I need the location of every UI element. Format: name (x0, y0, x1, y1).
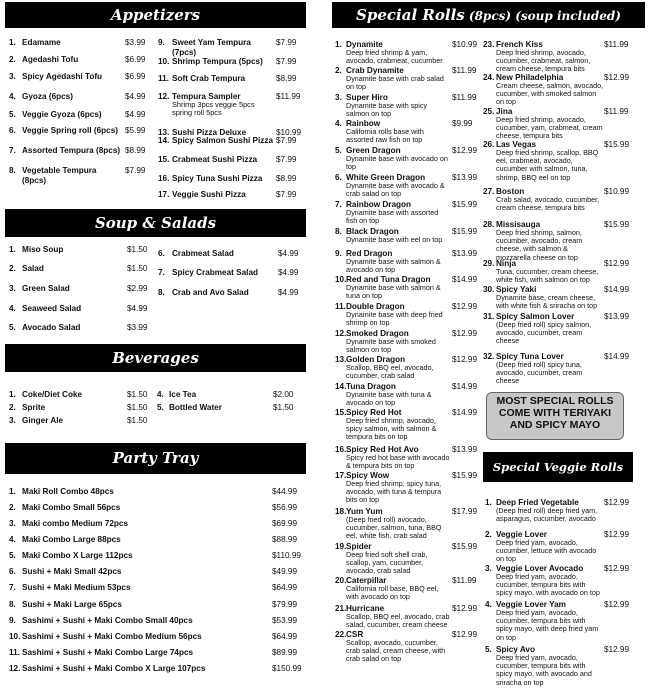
party-tray-item-number: 1. (9, 487, 16, 496)
special-roll-number: 24. (483, 73, 495, 82)
special-roll-description: Dynamite base with avocado on top (346, 154, 448, 172)
soup-item-number: 3. (9, 284, 16, 293)
appetizer-item-price: $8.99 (125, 146, 146, 155)
special-roll-number: 14. (335, 382, 347, 391)
special-roll-number: 27. (483, 187, 495, 196)
party-tray-item-price: $44.99 (272, 487, 298, 496)
special-roll-number: 7. (335, 200, 342, 209)
appetizer-item-number: 3. (9, 72, 16, 81)
party-tray-item-price: $56.99 (272, 503, 298, 512)
veggie-roll-price: $12.99 (604, 600, 630, 609)
party-tray-item-name: Sushi + Maki Medium 53pcs (22, 583, 131, 592)
appetizer-item-name: Spicy Salmon Sushi Pizza (172, 136, 274, 145)
special-roll-number: 19. (335, 542, 347, 551)
appetizer-item-name: Veggie Sushi Pizza (172, 190, 246, 199)
soup-item-number: 2. (9, 264, 16, 273)
sauce-note (486, 392, 624, 440)
soup-item-name: Seaweed Salad (22, 304, 82, 313)
soup-item-number: 6. (158, 249, 165, 258)
party-tray-item-name: Maki combo Medium 72pcs (22, 519, 129, 528)
appetizers-title: Appetizers (110, 6, 201, 24)
special-roll-price: $15.99 (452, 542, 478, 551)
special-roll-name: Hurricane (346, 604, 385, 613)
special-roll-description: Dynamite base with crab salad on top (346, 74, 444, 92)
special-roll-price: $12.99 (452, 604, 478, 613)
appetizer-item-number: 1. (9, 38, 16, 47)
special-roll-number: 10. (335, 275, 347, 284)
special-roll-name: Yum Yum (346, 507, 383, 516)
party-tray-item-name: Sashimi + Sushi + Maki Combo Large 74pcs (22, 648, 194, 657)
appetizer-item-price: $7.99 (125, 166, 146, 175)
special-roll-number: 12. (335, 329, 347, 338)
appetizer-item-name: Veggie Spring roll (6pcs) (22, 126, 118, 135)
veggie-roll-description: Deep fried yam, avocado, cucumber, tempura bits with spicy mayo, with avocado on top (496, 572, 600, 598)
party-tray-item-number: 2. (9, 503, 16, 512)
special-roll-number: 15. (335, 408, 347, 417)
special-roll-number: 25. (483, 107, 495, 116)
special-roll-price: $11.99 (452, 66, 477, 75)
appetizer-item-price: $6.99 (125, 72, 146, 81)
soup-item-name: Salad (22, 264, 44, 273)
veggie-roll-price: $12.99 (604, 530, 630, 539)
appetizer-item-price: $7.99 (276, 155, 297, 164)
soup-item-price: $2.99 (127, 284, 148, 293)
appetizer-item-name: Spicy Tuna Sushi Pizza (172, 174, 263, 183)
special-roll-description: Dynamite base with deep fried shrimp on top (346, 310, 443, 328)
special-roll-description: Deep fried shrimp, avocado, cucumber, crabmeat, salmon, cream cheese, tempura bits (496, 48, 591, 74)
veggie-roll-name: Spicy Avo (496, 645, 535, 654)
special-roll-name: Spider (346, 542, 372, 551)
special-roll-description: Dynamite base with tuna & avocado on top (346, 390, 432, 408)
special-roll-name: Crab Dynamite (346, 66, 404, 75)
beverages-header (5, 344, 306, 372)
appetizer-item-number: 5. (9, 110, 16, 119)
special-roll-price: $11.99 (604, 40, 629, 49)
special-roll-name: Rainbow Dragon (346, 200, 412, 209)
appetizer-item-number: 10. (158, 57, 170, 66)
special-roll-price: $10.99 (604, 187, 630, 196)
special-roll-name: Spicy Red Hot (346, 408, 402, 417)
sauce-note-text: MOST SPECIAL ROLLS COME WITH TERIYAKI AND SPICY MAYO (496, 395, 614, 431)
party-tray-item-price: $88.99 (272, 535, 298, 544)
beverage-item-price: $1.50 (127, 390, 148, 399)
soup-item-number: 1. (9, 245, 16, 254)
special-roll-name: Ninja (496, 259, 517, 268)
appetizer-item-price: $4.99 (125, 92, 146, 101)
soup-header (5, 209, 306, 237)
special-roll-description: Deep fried shrimp, scallop, BBQ eel, crabmeat, avocado, cucumber with salmon, tuna, shrimp, BBQ eel on top (496, 148, 599, 182)
soup-item-name: Crab and Avo Salad (172, 288, 249, 297)
soup-item-price: $1.50 (127, 264, 148, 273)
veggie-roll-name: Veggie Lover (496, 530, 547, 539)
special-roll-name: Missisauga (496, 220, 541, 229)
veggie-roll-price: $12.99 (604, 498, 630, 507)
special-roll-price: $14.99 (604, 352, 630, 361)
beverage-item-number: 3. (9, 416, 16, 425)
special-title: Special Rolls (356, 6, 465, 24)
veggie-roll-description: Deep fried yam, avocado, cucumber, tempura bits with spicy mayo, with deep fried yam on top (496, 608, 599, 642)
appetizer-item-number: 6. (9, 126, 16, 135)
special-roll-number: 1. (335, 40, 342, 49)
appetizer-item-name: Vegetable Tempura (8pcs) (22, 166, 97, 185)
party-tray-item-name: Maki Combo Small 56pcs (22, 503, 121, 512)
special-roll-price: $12.99 (452, 146, 478, 155)
special-roll-name: Spicy Wow (346, 471, 390, 480)
appetizer-item-price: $5.99 (125, 126, 146, 135)
special-roll-description: Dynamite base with assorted fish on top (346, 208, 439, 226)
special-roll-name: Spicy Salmon Lover (496, 312, 575, 321)
party-tray-item-price: $53.99 (272, 616, 298, 625)
special-roll-number: 18. (335, 507, 347, 516)
beverage-item-number: 5. (157, 403, 164, 412)
special-roll-price: $14.99 (452, 275, 478, 284)
party-tray-item-number: 8. (9, 600, 16, 609)
appetizer-item-number: 11. (158, 74, 169, 83)
special-roll-description: Tuna, cucumber, cream cheese, white fish, with salmon on top (496, 267, 599, 285)
special-header (332, 2, 645, 28)
beverage-item-price: $1.50 (273, 403, 294, 412)
special-roll-number: 29. (483, 259, 495, 268)
appetizer-item-number: 7. (9, 146, 16, 155)
special-roll-name: Jina (496, 107, 513, 116)
special-roll-number: 9. (335, 249, 342, 258)
party-tray-item-name: Sushi + Maki Small 42pcs (22, 567, 122, 576)
soup-item-price: $4.99 (278, 249, 299, 258)
veggie-roll-price: $12.99 (604, 564, 630, 573)
special-roll-description: Scallop, avocado, cucumber, crab salad, cream cheese, with crab salad on top (346, 638, 446, 664)
party-tray-item-number: 3. (9, 519, 16, 528)
beverages-title: Beverages (112, 349, 199, 367)
special-roll-number: 13. (335, 355, 347, 364)
special-roll-number: 6. (335, 173, 342, 182)
special-roll-number: 4. (335, 119, 342, 128)
special-roll-price: $12.99 (604, 73, 630, 82)
special-roll-name: Smoked Dragon (346, 329, 409, 338)
special-roll-description: (Deep fried roll) avocado, cucumber, salmon, tuna, BBQ eel, white fish, crab salad (346, 515, 442, 541)
special-roll-description: Spicy red hot base with avocado & tempura bits on top (346, 453, 450, 471)
special-roll-description: Dynamite base with salmon & tuna on top (346, 283, 441, 301)
special-roll-name: Red and Tuna Dragon (346, 275, 431, 284)
appetizer-item-name: Soft Crab Tempura (172, 74, 246, 83)
party-tray-item-name: Maki Combo Large 88pcs (22, 535, 121, 544)
beverage-item-number: 1. (9, 390, 16, 399)
special-roll-name: Red Dragon (346, 249, 393, 258)
party-tray-item-number: 12. (9, 664, 21, 673)
special-roll-price: $13.99 (604, 312, 630, 321)
special-roll-description: (Deep fried roll) spicy tuna, avocado, cucumber, cream cheese (496, 360, 583, 386)
appetizer-item-name: Crabmeat Sushi Pizza (172, 155, 258, 164)
appetizer-item-name: Sushi Pizza Deluxe (172, 128, 247, 137)
special-roll-price: $10.99 (452, 40, 478, 49)
party-tray-item-price: $64.99 (272, 583, 298, 592)
special-roll-description: (Deep fried roll) spicy salmon, avocado, cucumber, cream cheese (496, 320, 592, 346)
special-roll-price: $15.99 (452, 471, 478, 480)
special-roll-description: Deep fried shrimp, avocado, spicy salmon, with salmon & tempura bits on top (346, 416, 437, 442)
beverage-item-name: Bottled Water (169, 403, 222, 412)
special-roll-price: $12.99 (604, 259, 630, 268)
soup-item-price: $4.99 (278, 268, 299, 277)
special-roll-description: Dynamite base, cream cheese, with white fish & sriracha on top (496, 293, 598, 311)
party-header (5, 443, 306, 474)
special-roll-number: 11. (335, 302, 346, 311)
soup-item-name: Avocado Salad (22, 323, 81, 332)
special-roll-description: Dynamite base with smoked salmon on top (346, 337, 436, 355)
special-roll-name: Double Dragon (346, 302, 405, 311)
special-roll-description: Dynamite base with eel on top (346, 235, 443, 244)
veggie-header (483, 452, 633, 482)
veggie-roll-name: Veggie Lover Avocado (496, 564, 584, 573)
special-roll-price: $11.99 (604, 107, 629, 116)
appetizer-item-name: Agedashi Tofu (22, 55, 79, 64)
appetizer-item-price: $3.99 (125, 38, 146, 47)
soup-title: Soup & Salads (94, 214, 217, 232)
veggie-roll-number: 2. (485, 530, 492, 539)
party-tray-item-number: 9. (9, 616, 16, 625)
appetizer-item-subtext: Shrimp 3pcs veggie 5pcs spring roll 5pcs (172, 100, 255, 118)
beverage-item-name: Coke/Diet Coke (22, 390, 83, 399)
veggie-roll-description: (Deep fried roll) deep fried yam, asparagus, cucumber, avocado (496, 506, 598, 524)
beverage-item-name: Sprite (22, 403, 46, 412)
special-roll-name: CSR (346, 630, 364, 639)
special-roll-price: $13.99 (452, 173, 478, 182)
special-roll-price: $15.99 (452, 227, 478, 236)
special-roll-name: Golden Dragon (346, 355, 406, 364)
soup-item-name: Spicy Crabmeat Salad (172, 268, 259, 277)
veggie-roll-price: $12.99 (604, 645, 630, 654)
appetizer-item-price: $7.99 (276, 190, 297, 199)
party-tray-item-name: Sashimi + Sushi + Maki Combo Small 40pcs (22, 616, 193, 625)
veggie-roll-name: Deep Fried Vegetable (496, 498, 579, 507)
appetizer-item-number: 8. (9, 166, 16, 175)
special-roll-description: Deep fried shrimp, spicy tuna, avocado, with tuna & tempura bits on top (346, 479, 442, 505)
appetizer-item-price: $7.99 (276, 57, 297, 66)
appetizer-item-price: $6.99 (125, 55, 146, 64)
special-title-suffix: (8pcs) (soup included) (464, 9, 621, 23)
special-roll-name: Las Vegas (496, 140, 537, 149)
appetizer-item-name: Shrimp Tempura (5pcs) (172, 57, 263, 66)
party-tray-item-number: 11. (9, 648, 20, 657)
special-roll-price: $14.99 (452, 382, 478, 391)
special-roll-number: 26. (483, 140, 495, 149)
special-roll-name: Dynamite (346, 40, 383, 49)
appetizer-item-price: $8.99 (276, 74, 297, 83)
special-roll-description: Dynamite base with avocado & crab salad on top (346, 181, 445, 199)
special-roll-name: Black Dragon (346, 227, 399, 236)
beverage-item-price: $2.00 (273, 390, 294, 399)
party-tray-item-price: $79.99 (272, 600, 298, 609)
special-roll-price: $12.99 (452, 355, 478, 364)
appetizer-item-number: 15. (158, 155, 170, 164)
party-tray-item-name: Sashimi + Sushi + Maki Combo X Large 107pcs (22, 664, 206, 673)
beverage-item-number: 4. (157, 390, 164, 399)
special-roll-name: Tuna Dragon (346, 382, 396, 391)
special-roll-price: $15.99 (452, 200, 478, 209)
special-roll-number: 8. (335, 227, 342, 236)
special-roll-name: French Kiss (496, 40, 543, 49)
appetizer-item-price: $4.99 (125, 110, 146, 119)
veggie-roll-description: Deep fried yam, avocado, cucumber, tempura bits with spicy mayo, with avocado and sriracha on top (496, 653, 592, 687)
special-roll-description: Deep fried shrimp, avocado, cucumber, yam, crabmeat, cream cheese, tempura bits (496, 115, 603, 141)
special-roll-name: Boston (496, 187, 525, 196)
special-roll-name: Rainbow (346, 119, 381, 128)
special-roll-price: $15.99 (604, 220, 630, 229)
appetizer-item-number: 12. (158, 92, 170, 101)
veggie-roll-number: 5. (485, 645, 492, 654)
special-roll-price: $11.99 (452, 93, 477, 102)
appetizer-item-price: $7.99 (276, 38, 297, 47)
special-roll-number: 17. (335, 471, 347, 480)
special-roll-price: $13.99 (452, 249, 478, 258)
special-roll-number: 2. (335, 66, 342, 75)
party-tray-item-number: 10. (9, 632, 21, 641)
appetizer-item-number: 14. (158, 136, 170, 145)
appetizer-item-name: Assorted Tempura (8pcs) (22, 146, 121, 155)
veggie-roll-description: Deep fried yam, avocado, cucumber, lettuce with avocado on top (496, 538, 597, 564)
appetizer-item-name: Sweet Yam Tempura (7pcs) (172, 38, 251, 57)
special-roll-price: $9.99 (452, 119, 473, 128)
appetizer-item-price: $8.99 (276, 174, 297, 183)
appetizer-item-price: $7.99 (276, 136, 297, 145)
special-roll-name: New Philadelphia (496, 73, 564, 82)
special-roll-number: 23. (483, 40, 495, 49)
appetizer-item-price: $10.99 (276, 128, 302, 137)
special-roll-price: $12.99 (452, 302, 478, 311)
beverage-item-name: Ginger Ale (22, 416, 64, 425)
special-roll-price: $15.99 (604, 140, 630, 149)
special-roll-price: $12.99 (452, 630, 478, 639)
beverage-item-number: 2. (9, 403, 16, 412)
soup-item-price: $4.99 (278, 288, 299, 297)
soup-item-number: 5. (9, 323, 16, 332)
soup-item-name: Crabmeat Salad (172, 249, 234, 258)
party-tray-item-number: 5. (9, 551, 16, 560)
party-tray-item-price: $64.99 (272, 632, 298, 641)
appetizer-item-number: 17. (158, 190, 170, 199)
appetizer-item-name: Spicy Agedashi Tofu (22, 72, 103, 81)
party-tray-item-name: Maki Roll Combo 48pcs (22, 487, 114, 496)
veggie-roll-number: 4. (485, 600, 492, 609)
party-tray-item-price: $89.99 (272, 648, 298, 657)
soup-item-name: Green Salad (22, 284, 70, 293)
veggie-title: Special Veggie Rolls (492, 460, 624, 474)
soup-item-name: Miso Soup (22, 245, 64, 254)
special-roll-number: 22. (335, 630, 347, 639)
appetizer-item-number: 2. (9, 55, 16, 64)
special-roll-description: California roll base, BBQ eel, with avocado on top (346, 584, 439, 602)
beverage-item-price: $1.50 (127, 403, 148, 412)
veggie-roll-number: 3. (485, 564, 492, 573)
special-roll-number: 31. (483, 312, 495, 321)
special-roll-name: Spicy Tuna Lover (496, 352, 564, 361)
special-roll-name: Green Dragon (346, 146, 401, 155)
special-roll-name: Spicy Red Hot Avo (346, 445, 419, 454)
special-roll-name: Spicy Yaki (496, 285, 537, 294)
party-title: Party Tray (112, 449, 199, 467)
special-roll-price: $14.99 (452, 408, 478, 417)
special-roll-number: 21. (335, 604, 347, 613)
party-tray-item-price: $110.99 (272, 551, 301, 560)
soup-item-price: $1.50 (127, 245, 148, 254)
special-roll-number: 20. (335, 576, 347, 585)
appetizer-item-number: 16. (158, 174, 170, 183)
special-roll-name: Super Hiro (346, 93, 388, 102)
appetizers-header (5, 2, 306, 28)
appetizer-item-number: 13. (158, 128, 170, 137)
soup-item-price: $3.99 (127, 323, 148, 332)
special-roll-name: Caterpillar (346, 576, 387, 585)
beverage-item-price: $1.50 (127, 416, 148, 425)
special-roll-description: Dynamite base with salmon & avocado on top (346, 257, 441, 275)
special-roll-price: $13.99 (452, 445, 478, 454)
appetizer-item-name: Gyoza (6pcs) (22, 92, 73, 101)
special-roll-price: $11.99 (452, 576, 477, 585)
party-tray-item-price: $69.99 (272, 519, 298, 528)
special-roll-price: $17.99 (452, 507, 478, 516)
soup-item-number: 8. (158, 288, 165, 297)
appetizer-item-number: 9. (158, 38, 165, 47)
veggie-roll-name: Veggie Lover Yam (496, 600, 566, 609)
party-tray-item-number: 4. (9, 535, 16, 544)
soup-item-price: $4.99 (127, 304, 148, 313)
party-tray-item-name: Sushi + Maki Large 65pcs (22, 600, 122, 609)
special-roll-description: Dynamite base with spicy salmon on top (346, 101, 428, 119)
special-roll-description: Deep fried soft shell crab, scallop, yam, cucumber, avocado, crab salad (346, 550, 428, 576)
party-tray-item-name: Sashimi + Sushi + Maki Combo Medium 56pcs (22, 632, 202, 641)
beverage-item-name: Ice Tea (169, 390, 197, 399)
soup-item-number: 4. (9, 304, 16, 313)
special-roll-price: $14.99 (604, 285, 630, 294)
appetizer-item-name: Veggie Gyoza (6pcs) (22, 110, 102, 119)
special-roll-number: 32. (483, 352, 495, 361)
party-tray-item-price: $150.99 (272, 664, 302, 673)
party-tray-item-name: Maki Combo X Large 112pcs (22, 551, 133, 560)
special-roll-price: $12.99 (452, 329, 478, 338)
special-roll-number: 5. (335, 146, 342, 155)
party-tray-item-price: $49.99 (272, 567, 298, 576)
party-tray-item-number: 7. (9, 583, 16, 592)
appetizer-item-number: 4. (9, 92, 16, 101)
special-roll-description: California rolls base with assorted raw fish on top (346, 127, 424, 145)
appetizer-item-name: Tempura Sampler (172, 92, 241, 101)
special-roll-number: 30. (483, 285, 495, 294)
special-roll-description: Scallop, BBQ eel, avocado, cucumber, crab salad (346, 363, 434, 381)
soup-item-number: 7. (158, 268, 165, 277)
special-roll-number: 3. (335, 93, 342, 102)
special-roll-description: Crab salad, avocado, cucumber, cream cheese, tempura bits (496, 195, 600, 213)
veggie-roll-number: 1. (485, 498, 492, 507)
special-roll-description: Cream cheese, salmon, avocado, cucumber, with smoked salmon on top (496, 81, 604, 107)
party-tray-item-number: 6. (9, 567, 16, 576)
appetizer-item-name: Edamame (22, 38, 61, 47)
special-roll-description: Deep fried shrimp, salmon, cucumber, avocado, cream cheese, with salmon & mozzarella cheese on top (496, 228, 583, 262)
special-roll-description: Deep fried shrimp & yam, avocado, crabmeat, cucumber (346, 48, 443, 66)
special-roll-description: Scallop, BBQ eel, avocado, crab salad, cucumber, cream cheese (346, 612, 450, 630)
appetizer-item-price: $11.99 (276, 92, 301, 101)
special-roll-number: 16. (335, 445, 347, 454)
special-roll-number: 28. (483, 220, 495, 229)
special-roll-name: White Green Dragon (346, 173, 426, 182)
